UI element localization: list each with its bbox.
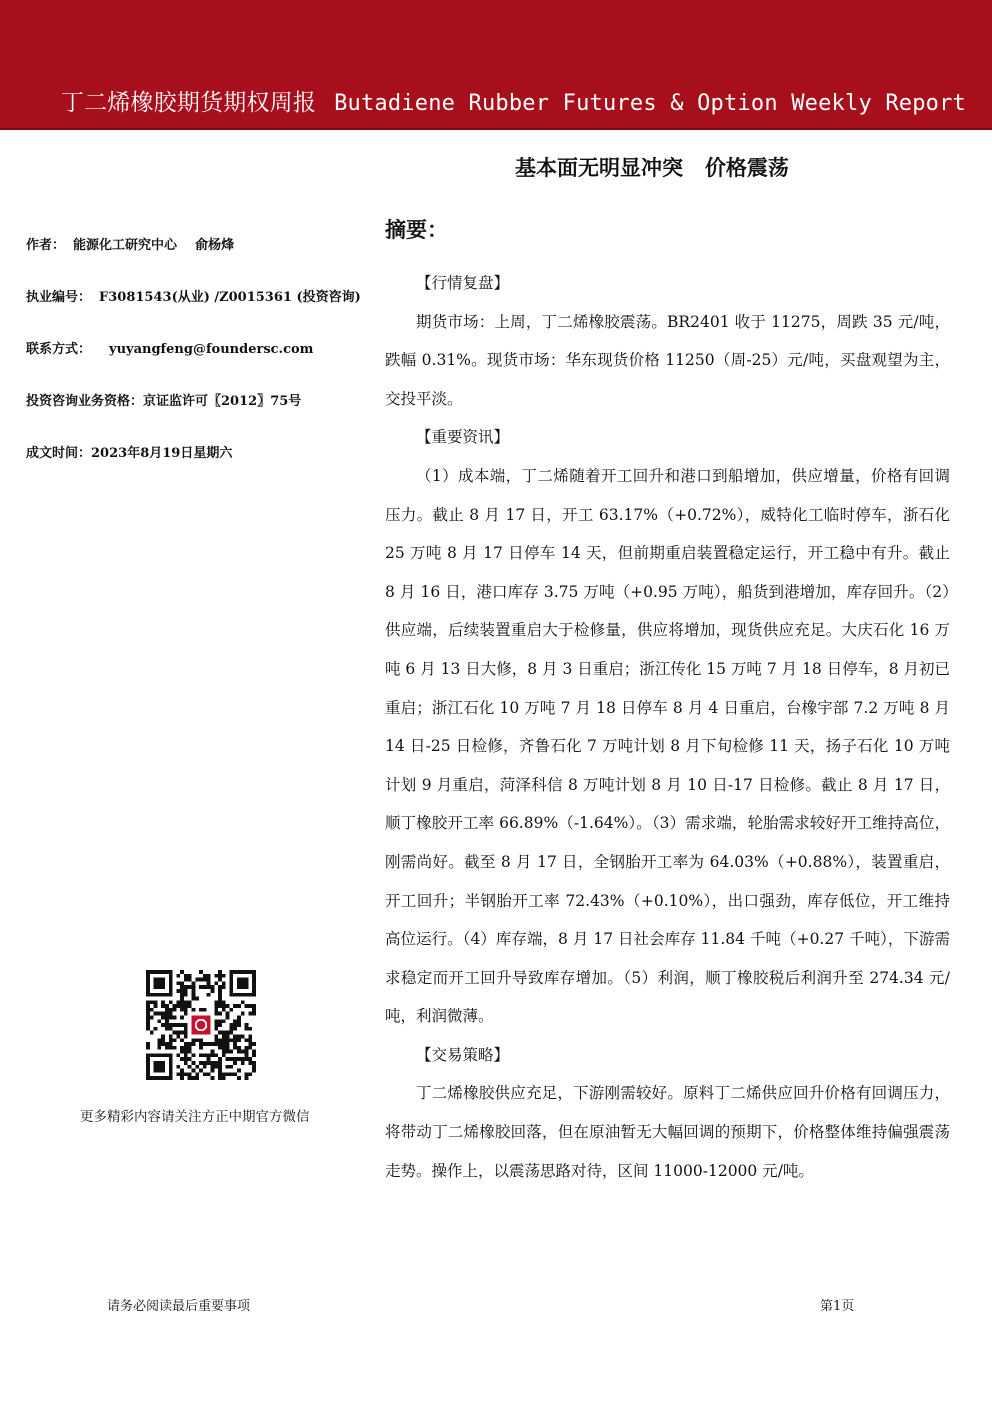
market-review-text: 期货市场：上周，丁二烯橡胶震荡。BR2401 收于 11275，周跌 35 元/吨，跌幅 0.31%。现货市场：华东现货价格 11250（周-25）元/吨，买盘观望为主，交投平淡。 <box>385 312 950 408</box>
qr-code-icon <box>146 970 256 1080</box>
meta-license <box>26 286 361 305</box>
section-title-news: 【重要资讯】 <box>416 428 510 447</box>
footer-note: 请务必阅读最后重要事项 <box>107 1299 251 1314</box>
meta-author <box>26 234 234 253</box>
meta-value: 京证监许可〖2012〗75号 <box>143 394 302 409</box>
meta-qualification <box>26 390 301 409</box>
meta-value: F3081543(从业) /Z0015361 (投资咨询) <box>99 290 361 305</box>
meta-value: 2023年8月19日星期六 <box>91 446 233 461</box>
report-title-cn: 丁二烯橡胶期货期权周报 <box>60 90 317 116</box>
meta-contact <box>26 338 313 357</box>
page-number: 第1页 <box>820 1299 855 1314</box>
meta-label: 成文时间： <box>26 446 92 461</box>
header-divider <box>0 128 992 130</box>
headline: 基本面无明显冲突 价格震荡 <box>515 156 789 180</box>
section-title-strategy: 【交易策略】 <box>416 1045 510 1064</box>
news-text: （1）成本端，丁二烯随着开工回升和港口到船增加，供应增量，价格有回调压力。截止 8 月 17 日，开工 63.17%（+0.72%），威特化工临时停车，浙石化 25 万吨 8 月 17 日停车 14 天，但前期重启装置稳定运行，开工稳中有升。截止 8 月 16 日，港口库存 3.75 万吨（+0.95 万吨），船货到港增加，库存回升。（2）供应端，后续装置重启大于检修量，供应将增加，现货供应充足。大庆石化 16 万吨 6 月 13 日大修，8 月 3 日重启；浙江传化 15 万吨 7 月 18 日停车，8 月初已重启；浙江石化 10 万吨 7 月 18 日停车 8 月 4 日重启，台橡宇部 7.2 万吨 8 月 14 日-25 日检修，齐鲁石化 7 万吨计划 8 月下旬检修 11 天，扬子石化 10 万吨计划 9 月重启，菏泽科信 8 万吨计划 8 月 10 日-17 日检修。截止 8 月 17 日，顺丁橡胶开工率 66.89%（-1.64%）。（3）需求端，轮胎需求较好开工维持高位，刚需尚好。截至 8 月 17 日，全钢胎开工率为 64.03%（+0.88%），装置重启，开工回升；半钢胎开工率 72.43%（+0.10%），出口强劲，库存低位，开工维持高位运行。（4）库存端，8 月 17 日社会库存 11.84 千吨（+0.27 千吨），下游需求稳定而开工回升导致库存增加。（5）利润，顺丁橡胶税后利润升至 274.34 元/吨，利润微薄。 <box>385 466 951 1026</box>
summary-heading: 摘要： <box>385 218 448 242</box>
qr-caption: 更多精彩内容请关注方正中期官方微信 <box>80 1109 310 1125</box>
meta-value[interactable]: yuyangfeng@foundersc.com <box>109 342 314 357</box>
meta-date <box>26 442 232 461</box>
meta-label: 投资咨询业务资格： <box>26 394 144 409</box>
meta-label: 作者： <box>26 238 66 253</box>
meta-label: 执业编号： <box>26 290 92 305</box>
report-title <box>61 84 966 117</box>
meta-value: 能源化工研究中心 俞杨烽 <box>73 238 235 253</box>
section-title-market-review: 【行情复盘】 <box>416 274 510 292</box>
meta-label: 联系方式： <box>26 342 92 357</box>
report-body <box>385 264 950 1190</box>
strategy-text: 丁二烯橡胶供应充足，下游刚需较好。原料丁二烯供应回升价格有回调压力，将带动丁二烯橡胶回落，但在原油暂无大幅回调的预期下，价格整体维持偏强震荡走势。操作上，以震荡思路对待，区间 11000-12000 元/吨。 <box>385 1084 950 1180</box>
report-title-en: Butadiene Rubber Futures & Option Weekly Report <box>334 91 966 116</box>
